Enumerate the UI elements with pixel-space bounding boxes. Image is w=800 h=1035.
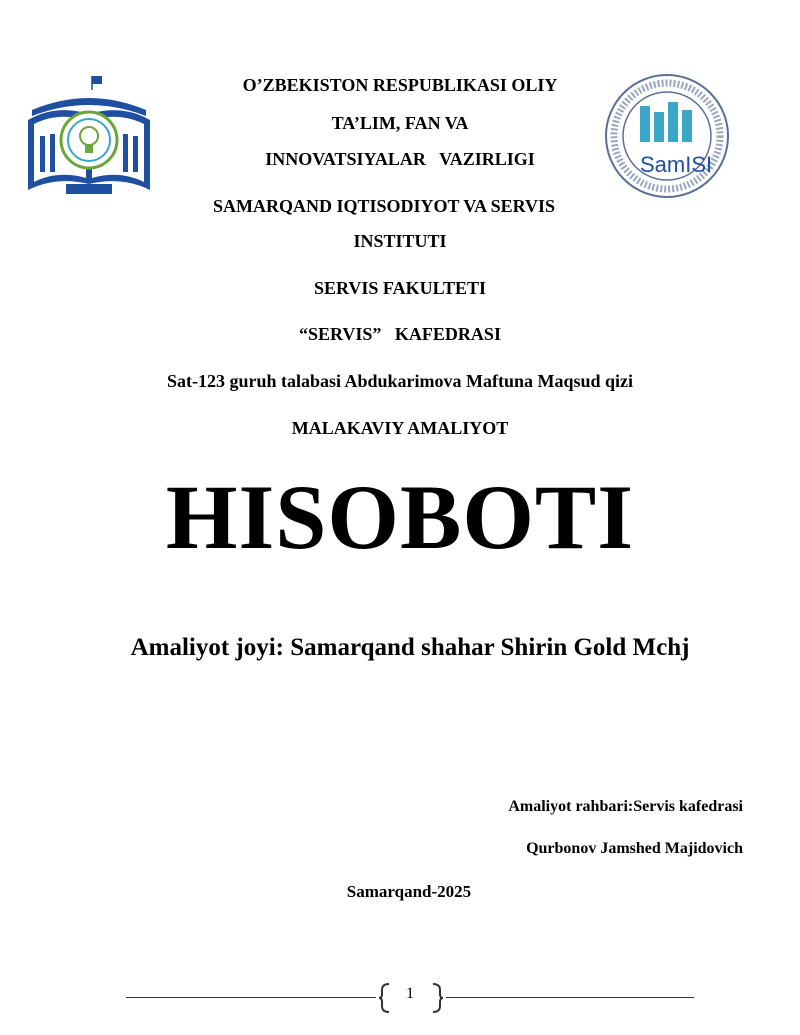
department-name: “SERVIS” KAFEDRASI	[299, 324, 501, 344]
report-title: HISOBOTI	[165, 466, 635, 568]
supervisor-line-1: Amaliyot rahbari:Servis kafedrasi	[508, 798, 743, 815]
footer-brace-left	[378, 983, 392, 1013]
footer-brace-right	[430, 983, 444, 1013]
page-number: 1	[406, 985, 414, 1002]
footer-rule-left	[126, 997, 376, 998]
supervisor-line-2: Qurbonov Jamshed Majidovich	[526, 840, 743, 857]
ministry-line-1: O’ZBEKISTON RESPUBLIKASI OLIY	[242, 75, 558, 95]
ministry-line-3: INNOVATSIYALAR VAZIRLIGI	[265, 149, 535, 169]
institute-line-1: SAMARQAND IQTISODIYOT VA SERVIS	[213, 196, 555, 216]
faculty-name: SERVIS FAKULTETI	[314, 278, 486, 298]
ministry-line-2: TA’LIM, FAN VA	[331, 113, 469, 133]
footer-rule-right	[446, 997, 694, 998]
report-subtitle: MALAKAVIY AMALIYOT	[291, 418, 509, 438]
student-info: Sat-123 guruh talabasi Abdukarimova Maftuna Maqsud qizi	[166, 371, 634, 391]
samisi-logo-text: SamISI	[640, 152, 713, 177]
city-year: Samarqand-2025	[346, 882, 472, 901]
practice-place: Amaliyot joyi: Samarqand shahar Shirin Gold Mchj	[130, 634, 690, 661]
institute-line-2: INSTITUTI	[353, 231, 447, 251]
